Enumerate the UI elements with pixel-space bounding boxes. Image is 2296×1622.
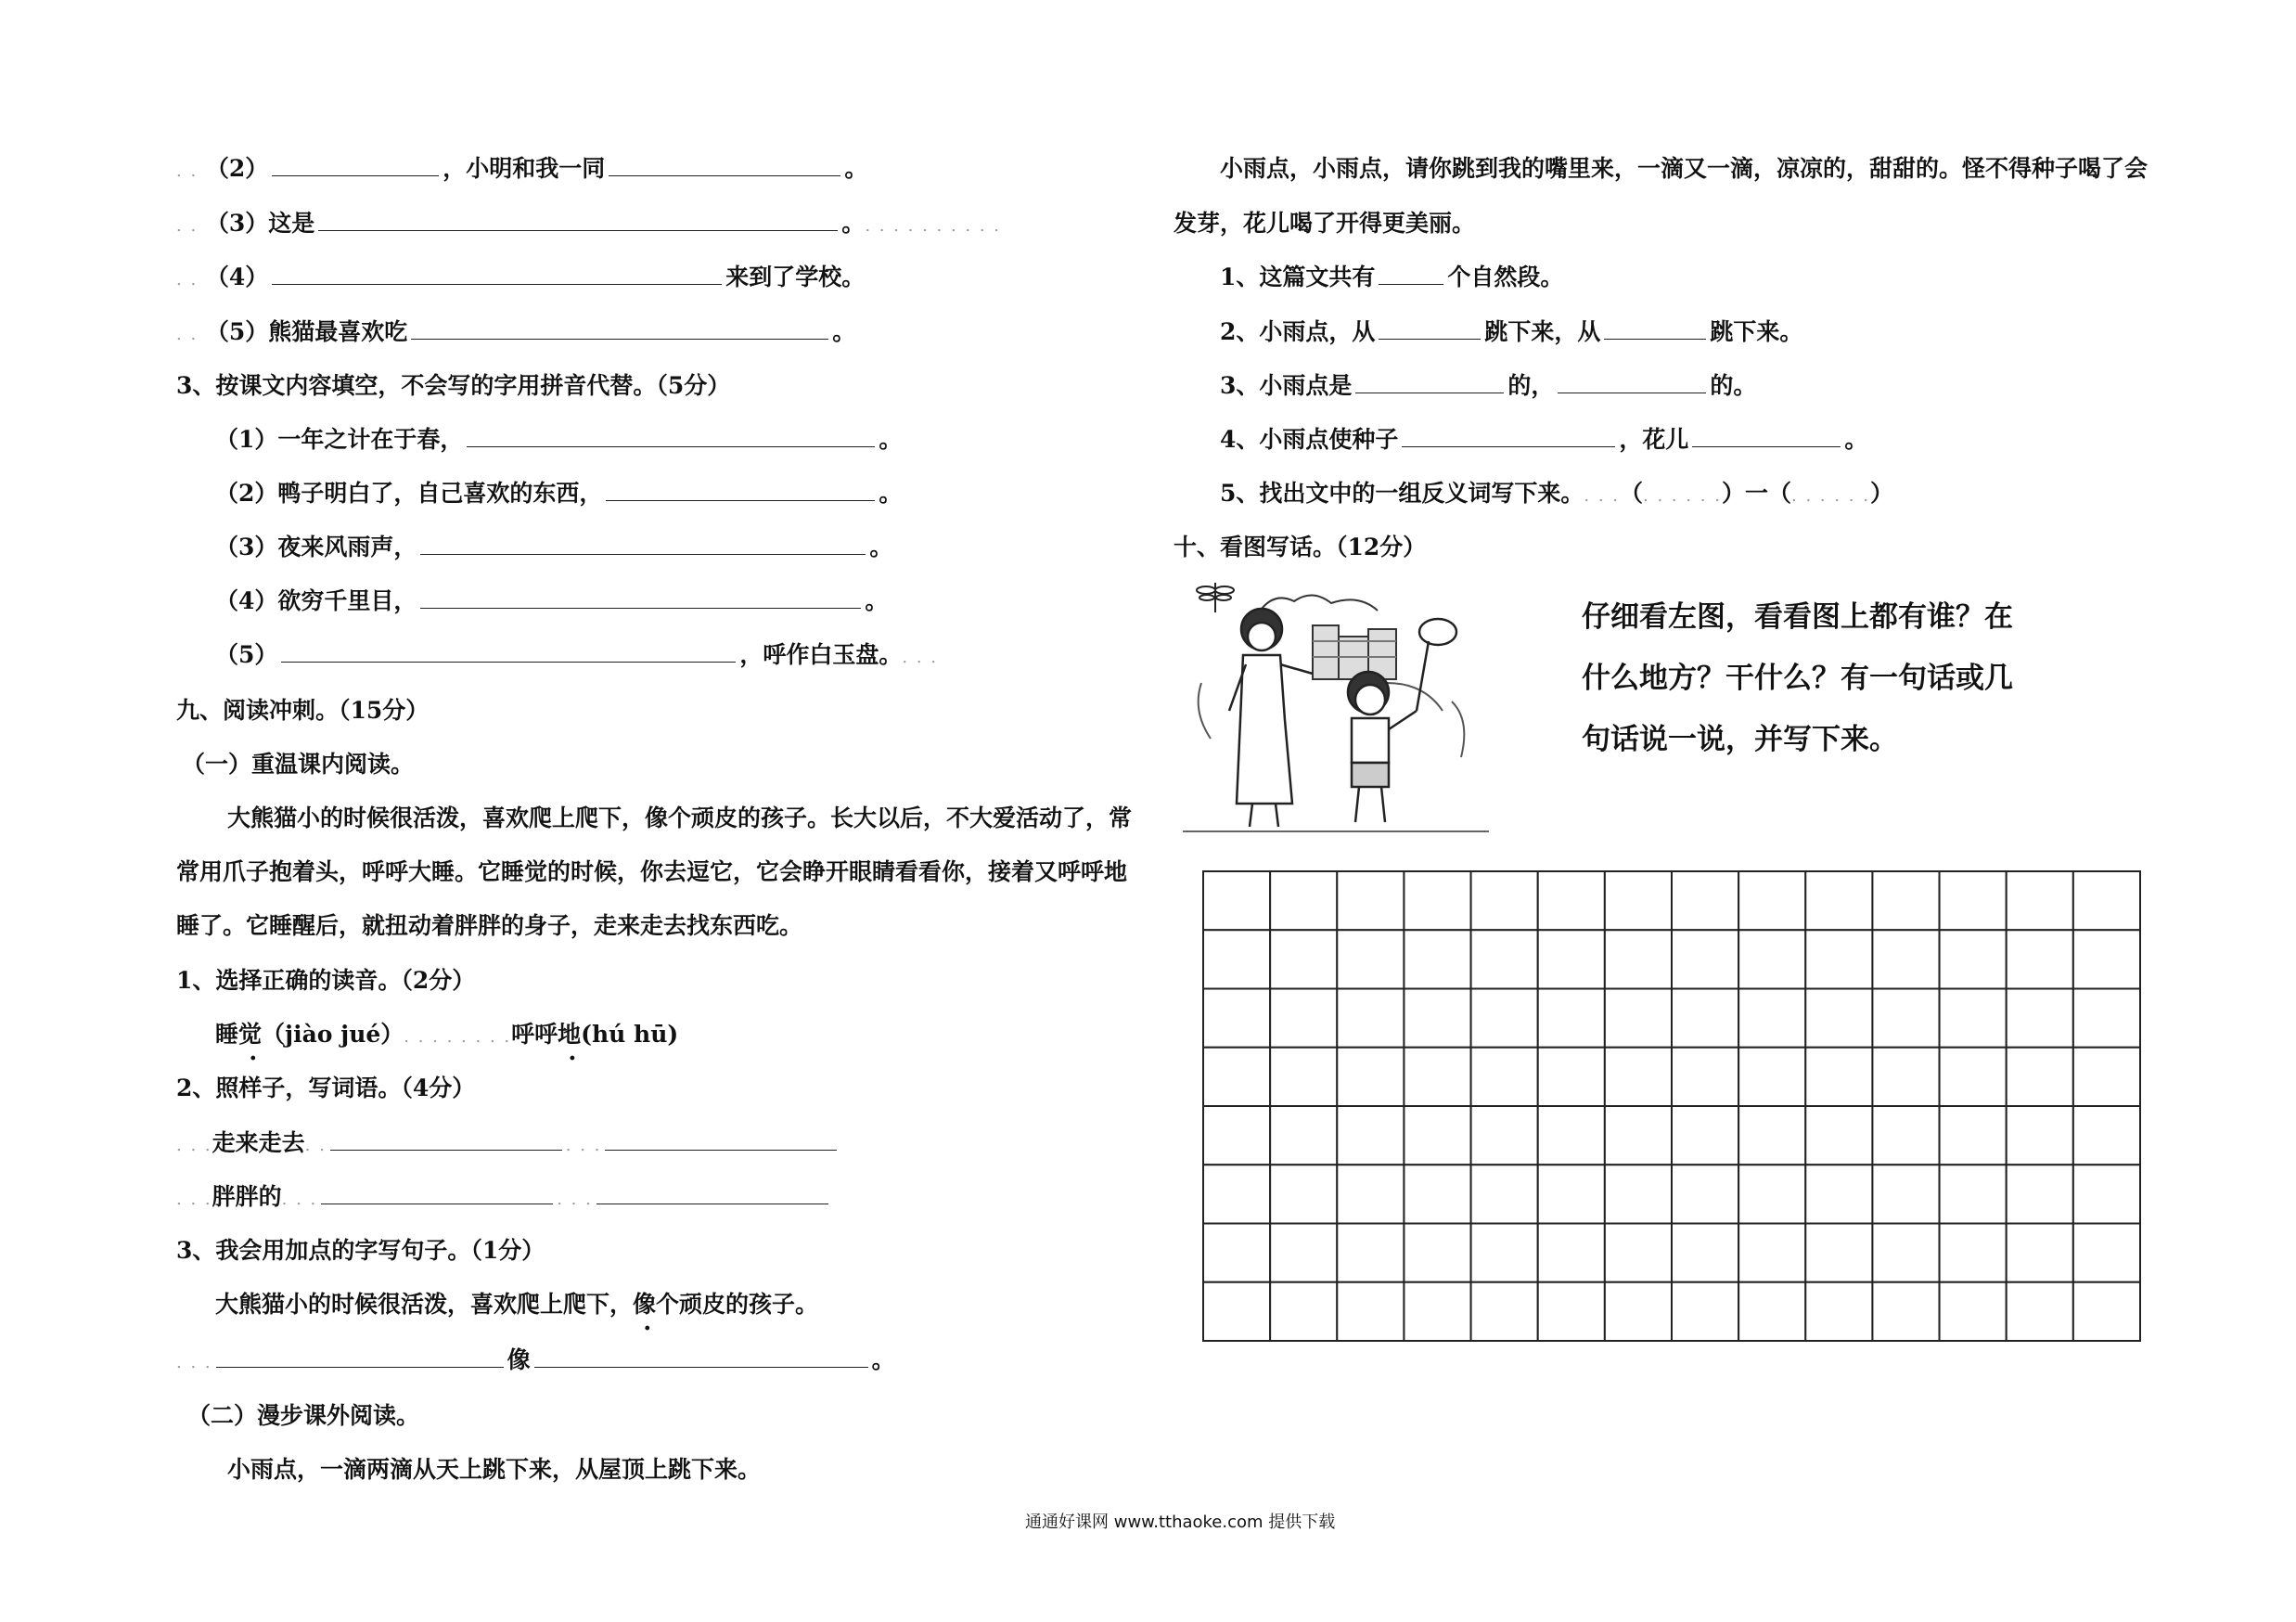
grid-cell[interactable] bbox=[1605, 1106, 1672, 1165]
grid-cell[interactable] bbox=[1270, 1282, 1337, 1341]
grid-cell[interactable] bbox=[1270, 989, 1337, 1048]
grid-cell[interactable] bbox=[1872, 989, 1939, 1048]
grid-cell[interactable] bbox=[1605, 1048, 1672, 1106]
poem-item-2: （2）鸭子明白了，自己喜欢的东西， 。 bbox=[215, 480, 903, 507]
grid-cell[interactable] bbox=[1337, 1282, 1404, 1341]
grid-cell[interactable] bbox=[1471, 1165, 1538, 1223]
q1-heading: 1、选择正确的读音。（2分） bbox=[176, 967, 476, 994]
fill-item-3: . . （3）这是 。. . . . . . . . . . bbox=[176, 210, 1002, 237]
answer-blank[interactable] bbox=[1379, 265, 1443, 285]
grid-cell[interactable] bbox=[1337, 1224, 1404, 1282]
grid-cell[interactable] bbox=[2007, 1106, 2073, 1165]
answer-blank[interactable] bbox=[1379, 320, 1481, 340]
grid-cell[interactable] bbox=[1404, 1165, 1470, 1223]
grid-cell[interactable] bbox=[1270, 930, 1337, 988]
grid-cell[interactable] bbox=[1471, 989, 1538, 1048]
grid-cell[interactable] bbox=[2007, 1224, 2073, 1282]
grid-cell[interactable] bbox=[1538, 1048, 1605, 1106]
grid-cell[interactable] bbox=[1337, 930, 1404, 988]
reading-q5: 5、找出文中的一组反义词写下来。. . .（. . . . . .）一（. . . . . .） bbox=[1220, 480, 1893, 507]
answer-blank[interactable] bbox=[420, 535, 866, 555]
poem-item-5: （5） ，呼作白玉盘。. . . bbox=[215, 641, 939, 668]
grid-cell[interactable] bbox=[2073, 1048, 2140, 1106]
grid-cell[interactable] bbox=[1672, 1165, 1738, 1223]
passage2-line1: 小雨点，一滴两滴从天上跳下来，从屋顶上跳下来。 bbox=[227, 1456, 762, 1483]
answer-blank[interactable] bbox=[272, 265, 722, 285]
answer-blank[interactable] bbox=[606, 482, 875, 501]
answer-blank[interactable] bbox=[1604, 320, 1706, 340]
grid-cell[interactable] bbox=[1940, 1282, 2007, 1341]
section10-heading: 十、看图写话。（12分） bbox=[1174, 534, 1427, 560]
grid-cell[interactable] bbox=[1805, 871, 1872, 930]
reading-q3: 3、小雨点是 的， 的。 bbox=[1220, 372, 1757, 399]
grid-cell[interactable] bbox=[2007, 1165, 2073, 1223]
grid-cell[interactable] bbox=[1738, 930, 1805, 988]
part1-heading: （一）重温课内阅读。 bbox=[182, 751, 415, 778]
passage1-line1: 大熊猫小的时候很活泼，喜欢爬上爬下，像个顽皮的孩子。长大以后，不大爱活动了，常 bbox=[227, 805, 1133, 831]
grid-cell[interactable] bbox=[1337, 989, 1404, 1048]
grid-cell[interactable] bbox=[1471, 1048, 1538, 1106]
grid-cell[interactable] bbox=[1872, 1106, 1939, 1165]
pinyin-choice-2[interactable]: (hú hū) bbox=[581, 1021, 679, 1048]
grid-cell[interactable] bbox=[1538, 1165, 1605, 1223]
grid-cell[interactable] bbox=[1672, 989, 1738, 1048]
grid-cell[interactable] bbox=[1872, 1282, 1939, 1341]
fill-item-2: . . （2） ，小明和我一同 。 bbox=[176, 155, 868, 182]
q2-example-2: . . .胖胖的. . . . . . bbox=[176, 1182, 832, 1215]
grid-cell[interactable] bbox=[1605, 989, 1672, 1048]
answer-blank[interactable] bbox=[467, 428, 875, 447]
grid-cell[interactable] bbox=[1203, 1282, 1270, 1341]
grid-cell[interactable] bbox=[1270, 1224, 1337, 1282]
answer-blank[interactable] bbox=[411, 320, 828, 340]
reading-q4: 4、小雨点使种子 ，花儿 。 bbox=[1220, 426, 1868, 453]
answer-blank[interactable] bbox=[1558, 374, 1706, 393]
answer-blank[interactable] bbox=[330, 1131, 562, 1151]
answer-blank[interactable] bbox=[1692, 428, 1841, 447]
q3-heading: 3、我会用加点的字写句子。（1分） bbox=[176, 1237, 545, 1264]
grid-cell[interactable] bbox=[2073, 1106, 2140, 1165]
pinyin-choice-1[interactable]: （jiào jué） bbox=[262, 1021, 404, 1048]
fill-item-5: . . （5）熊猫最喜欢吃 。 bbox=[176, 318, 856, 345]
grid-cell[interactable] bbox=[1538, 871, 1605, 930]
grid-cell[interactable] bbox=[1337, 871, 1404, 930]
grid-cell[interactable] bbox=[1738, 871, 1805, 930]
picture-prompt: 仔细看左图，看看图上都有谁？在什么地方？干什么？有一句话或几句话说一说，并写下来。 bbox=[1582, 600, 2013, 756]
fill-item-4: . . （4） 来到了学校。 bbox=[176, 264, 866, 290]
grid-cell[interactable] bbox=[1605, 1165, 1672, 1223]
answer-blank[interactable] bbox=[609, 157, 840, 176]
grid-cell[interactable] bbox=[1605, 871, 1672, 930]
answer-blank[interactable] bbox=[596, 1185, 828, 1204]
grid-cell[interactable] bbox=[1270, 1165, 1337, 1223]
grid-cell[interactable] bbox=[1738, 989, 1805, 1048]
passage2-line2: 小雨点，小雨点，请你跳到我的嘴里来，一滴又一滴，凉凉的，甜甜的。怪不得种子喝了会 bbox=[1220, 155, 2148, 182]
grid-cell[interactable] bbox=[1404, 871, 1470, 930]
grid-cell[interactable] bbox=[1805, 1282, 1872, 1341]
answer-blank[interactable] bbox=[420, 589, 861, 609]
grid-cell[interactable] bbox=[1805, 1048, 1872, 1106]
grid-cell[interactable] bbox=[1738, 1106, 1805, 1165]
grid-cell[interactable] bbox=[1404, 930, 1470, 988]
grid-cell[interactable] bbox=[1203, 1224, 1270, 1282]
grid-cell[interactable] bbox=[1872, 1048, 1939, 1106]
grid-cell[interactable] bbox=[2073, 871, 2140, 930]
grid-cell[interactable] bbox=[1471, 1106, 1538, 1165]
grid-cell[interactable] bbox=[1203, 930, 1270, 988]
grid-cell[interactable] bbox=[1872, 871, 1939, 930]
grid-cell[interactable] bbox=[1337, 1106, 1404, 1165]
grid-cell[interactable] bbox=[1404, 989, 1470, 1048]
answer-blank[interactable] bbox=[216, 1348, 504, 1368]
grid-cell[interactable] bbox=[1940, 1224, 2007, 1282]
grid-cell[interactable] bbox=[1538, 1106, 1605, 1165]
section3-heading: 3、按课文内容填空，不会写的字用拼音代替。（5分） bbox=[176, 372, 731, 399]
grid-cell[interactable] bbox=[1940, 1106, 2007, 1165]
grid-cell[interactable] bbox=[1270, 1106, 1337, 1165]
q2-heading: 2、照样子，写词语。（4分） bbox=[176, 1075, 476, 1101]
grid-cell[interactable] bbox=[2073, 1282, 2140, 1341]
passage1-line3: 睡了。它睡醒后，就扭动着胖胖的身子，走来走去找东西吃。 bbox=[176, 912, 803, 939]
grid-cell[interactable] bbox=[2073, 989, 2140, 1048]
answer-blank[interactable] bbox=[321, 1185, 553, 1204]
grid-cell[interactable] bbox=[1538, 930, 1605, 988]
grid-cell[interactable] bbox=[1270, 871, 1337, 930]
grid-cell[interactable] bbox=[1203, 1106, 1270, 1165]
reading-q2: 2、小雨点，从 跳下来，从 跳下来。 bbox=[1220, 318, 1803, 345]
poem-item-4: （4）欲穷千里目， 。 bbox=[215, 587, 889, 614]
answer-blank[interactable] bbox=[605, 1131, 837, 1151]
grid-cell[interactable] bbox=[1672, 1048, 1738, 1106]
answer-blank[interactable] bbox=[1355, 374, 1504, 393]
grid-cell[interactable] bbox=[2073, 1165, 2140, 1223]
grid-cell[interactable] bbox=[1805, 989, 1872, 1048]
passage2-line3: 发芽，花儿喝了开得更美丽。 bbox=[1174, 210, 1476, 237]
grid-cell[interactable] bbox=[1203, 1165, 1270, 1223]
grid-cell[interactable] bbox=[2007, 930, 2073, 988]
grid-cell[interactable] bbox=[1471, 930, 1538, 988]
grid-cell[interactable] bbox=[1738, 1048, 1805, 1106]
answer-blank[interactable] bbox=[1402, 428, 1615, 447]
grid-cell[interactable] bbox=[1672, 1224, 1738, 1282]
grid-cell[interactable] bbox=[1805, 1106, 1872, 1165]
writing-grid[interactable] bbox=[1202, 870, 2141, 1342]
grid-cell[interactable] bbox=[1738, 1224, 1805, 1282]
grid-cell[interactable] bbox=[1538, 1224, 1605, 1282]
grid-cell[interactable] bbox=[1538, 1282, 1605, 1341]
grid-cell[interactable] bbox=[1805, 1165, 1872, 1223]
footer-text: 通通好课网 www.tthaoke.com 提供下载 bbox=[1025, 1513, 1336, 1532]
grid-cell[interactable] bbox=[1805, 1224, 1872, 1282]
grid-cell[interactable] bbox=[1605, 930, 1672, 988]
q1-pinyin-line: 睡觉（jiào jué）. . . . . . . .呼呼地(hú hū) bbox=[215, 1021, 679, 1048]
grid-cell[interactable] bbox=[1872, 1224, 1939, 1282]
grid-cell[interactable] bbox=[1672, 1282, 1738, 1341]
grid-cell[interactable] bbox=[1672, 871, 1738, 930]
grid-cell[interactable] bbox=[2007, 871, 2073, 930]
answer-blank[interactable] bbox=[272, 157, 439, 176]
grid-cell[interactable] bbox=[1940, 989, 2007, 1048]
q3-answer-line: . . . 像 。 bbox=[176, 1346, 895, 1373]
grid-cell[interactable] bbox=[2007, 989, 2073, 1048]
grid-cell[interactable] bbox=[1404, 1224, 1470, 1282]
answer-blank[interactable] bbox=[318, 212, 838, 231]
illustration-girl-and-boy bbox=[1174, 572, 1498, 841]
poem-item-1: （1）一年之计在于春， 。 bbox=[215, 426, 903, 453]
grid-cell[interactable] bbox=[1404, 1048, 1470, 1106]
grid-cell[interactable] bbox=[1940, 871, 2007, 930]
grid-cell[interactable] bbox=[1940, 1165, 2007, 1223]
reading-q1: 1、这篇文共有 个自然段。 bbox=[1220, 264, 1564, 290]
q2-example-1: . . .走来走去. . . . . bbox=[176, 1128, 840, 1161]
grid-cell[interactable] bbox=[2007, 1282, 2073, 1341]
grid-cell[interactable] bbox=[1337, 1048, 1404, 1106]
poem-item-3: （3）夜来风雨声， 。 bbox=[215, 534, 893, 560]
q3-sentence: 大熊猫小的时候很活泼，喜欢爬上爬下，像个顽皮的孩子。 bbox=[215, 1291, 819, 1318]
grid-cell[interactable] bbox=[1404, 1282, 1470, 1341]
passage1-line2: 常用爪子抱着头，呼呼大睡。它睡觉的时候，你去逗它，它会睁开眼睛看看你，接着又呼呼地 bbox=[176, 858, 1128, 885]
section9-heading: 九、阅读冲刺。（15分） bbox=[176, 697, 430, 724]
grid-cell[interactable] bbox=[1203, 1048, 1270, 1106]
grid-cell[interactable] bbox=[2073, 930, 2140, 988]
grid-cell[interactable] bbox=[1605, 1282, 1672, 1341]
grid-cell[interactable] bbox=[1672, 930, 1738, 988]
grid-cell[interactable] bbox=[1404, 1106, 1470, 1165]
grid-cell[interactable] bbox=[1270, 1048, 1337, 1106]
grid-cell[interactable] bbox=[1471, 871, 1538, 930]
part2-heading: （二）漫步课外阅读。 bbox=[187, 1402, 420, 1429]
grid-cell[interactable] bbox=[1605, 1224, 1672, 1282]
grid-cell[interactable] bbox=[1672, 1106, 1738, 1165]
grid-cell[interactable] bbox=[1872, 1165, 1939, 1223]
grid-cell[interactable] bbox=[1471, 1282, 1538, 1341]
answer-blank[interactable] bbox=[281, 643, 736, 663]
grid-cell[interactable] bbox=[1738, 1282, 1805, 1341]
grid-cell[interactable] bbox=[1337, 1165, 1404, 1223]
grid-cell[interactable] bbox=[1872, 930, 1939, 988]
grid-cell[interactable] bbox=[1538, 989, 1605, 1048]
grid-cell[interactable] bbox=[1738, 1165, 1805, 1223]
grid-cell[interactable] bbox=[1471, 1224, 1538, 1282]
grid-cell[interactable] bbox=[1940, 930, 2007, 988]
grid-cell[interactable] bbox=[1805, 930, 1872, 988]
grid-cell[interactable] bbox=[1203, 871, 1270, 930]
grid-cell[interactable] bbox=[1203, 989, 1270, 1048]
grid-cell[interactable] bbox=[2007, 1048, 2073, 1106]
grid-cell[interactable] bbox=[1940, 1048, 2007, 1106]
answer-blank[interactable] bbox=[534, 1348, 868, 1368]
grid-cell[interactable] bbox=[2073, 1224, 2140, 1282]
